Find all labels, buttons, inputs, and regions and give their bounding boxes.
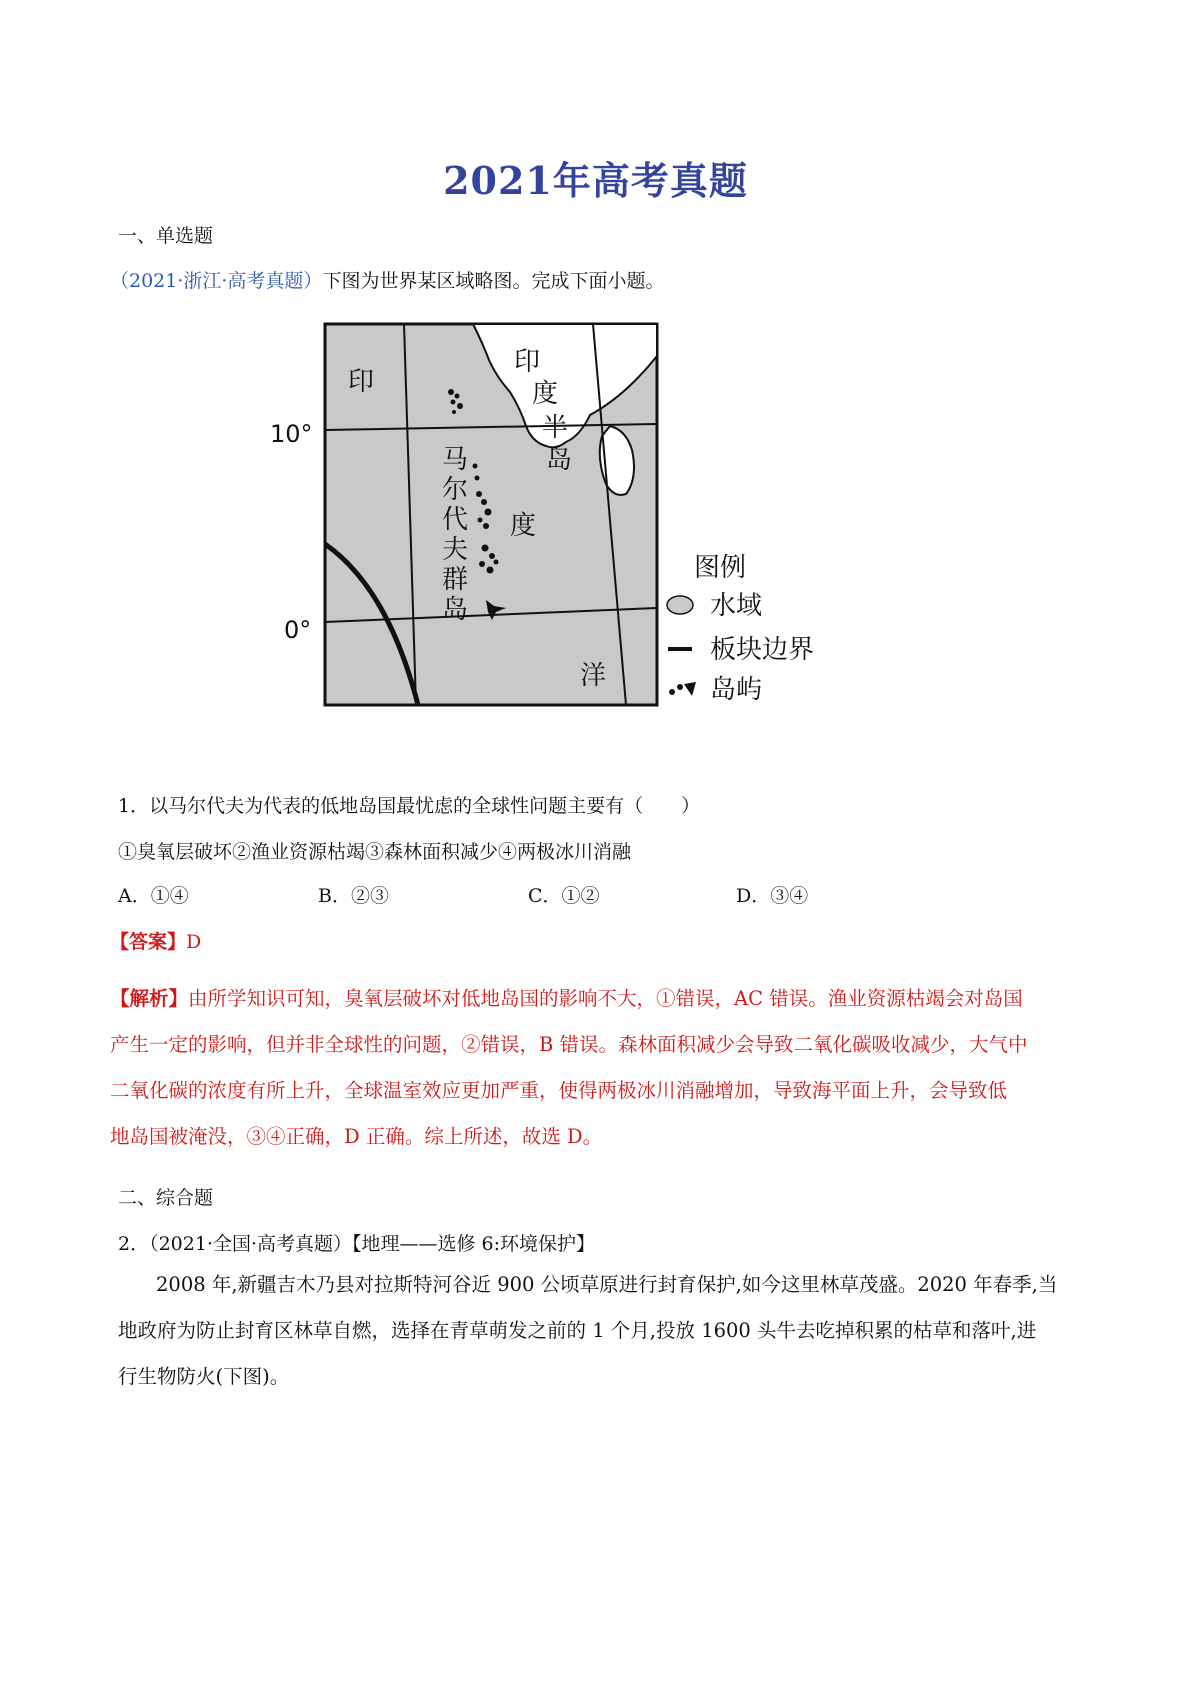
analysis-line-2: 产生一定的影响，但并非全球性的问题，②错误，B 错误。森林面积减少会导致二氧化碳吸收减少，大气中 bbox=[110, 1033, 1028, 1056]
label-india-1: 印 bbox=[514, 347, 541, 377]
answer-label: 【答案】 bbox=[110, 931, 187, 953]
label-maldives-3: 代 bbox=[442, 505, 469, 535]
analysis-line-3: 二氧化碳的浓度有所上升，全球温室效应更加严重，使得两极冰川消融增加，导致海平面上升，会导致低 bbox=[110, 1079, 1008, 1102]
label-maldives-2: 尔 bbox=[442, 475, 469, 505]
option-b: B．②③ bbox=[318, 885, 389, 907]
question-intro bbox=[110, 267, 664, 295]
label-india-4: 岛 bbox=[546, 445, 573, 475]
analysis-label: 【解析】 bbox=[110, 987, 189, 1010]
question-intro-text: 下图为世界某区域略图。完成下面小题。 bbox=[322, 270, 665, 292]
legend-island-swatch bbox=[669, 682, 696, 696]
q2-line-2: 地政府为防止封育区林草自燃，选择在青草萌发之前的 1 个月,投放 1600 头牛去吃掉积累的枯草和落叶,进 bbox=[118, 1319, 1037, 1342]
label-maldives-1: 马 bbox=[442, 445, 469, 475]
legend-boundary-label: 板块边界 bbox=[710, 635, 815, 665]
q2-line-1: 2008 年,新疆吉木乃县对拉斯特河谷近 900 公顷草原进行封育保护,如今这里林草茂盛。2020 年春季,当 bbox=[156, 1273, 1058, 1296]
lat-label-0: 0° bbox=[284, 616, 312, 644]
answer-line bbox=[110, 928, 201, 956]
label-maldives-4: 夫 bbox=[442, 535, 469, 565]
legend-title: 图例 bbox=[694, 553, 747, 583]
question-1-items: ①臭氧层破坏②渔业资源枯竭③森林面积减少④两极冰川消融 bbox=[118, 841, 632, 863]
analysis-line-1 bbox=[110, 976, 1100, 1022]
question-source: （2021·浙江·高考真题） bbox=[110, 270, 323, 292]
analysis-block bbox=[110, 976, 1100, 1160]
region-map bbox=[270, 318, 910, 778]
lat-label-10: 10° bbox=[270, 420, 313, 448]
label-ocean-2: 度 bbox=[510, 511, 537, 541]
q2-line-3: 行生物防火(下图)。 bbox=[118, 1365, 290, 1388]
legend-water-swatch bbox=[667, 596, 693, 614]
label-maldives-6: 岛 bbox=[442, 595, 469, 625]
analysis-line-4: 地岛国被淹没，③④正确，D 正确。综上所述，故选 D。 bbox=[110, 1125, 603, 1148]
question-2-head: 2．（2021·全国·高考真题）【地理——选修 6:环境保护】 bbox=[118, 1233, 596, 1255]
analysis-text-1: 由所学知识可知，臭氧层破坏对低地岛国的影响不大，①错误，AC 错误。渔业资源枯竭会对岛国 bbox=[188, 987, 1023, 1010]
legend-island-label: 岛屿 bbox=[710, 675, 763, 705]
label-ocean-3: 洋 bbox=[580, 661, 607, 691]
page-title: 2021年高考真题 bbox=[443, 158, 748, 203]
question-1-stem: 1．以马尔代夫为代表的低地岛国最忧虑的全球性问题主要有（ ） bbox=[118, 795, 701, 817]
legend-water-label: 水域 bbox=[710, 591, 763, 621]
option-d: D．③④ bbox=[736, 885, 809, 907]
section-heading-single-choice: 一、单选题 bbox=[118, 225, 214, 247]
question-2-paragraph bbox=[118, 1262, 1093, 1400]
label-india-3: 半 bbox=[542, 413, 569, 443]
option-a: A．①④ bbox=[118, 885, 189, 907]
label-ocean-1: 印 bbox=[348, 367, 375, 397]
answer-value: D bbox=[186, 931, 202, 953]
label-maldives-5: 群 bbox=[442, 565, 469, 595]
label-india-2: 度 bbox=[532, 379, 559, 409]
option-c: C．①② bbox=[528, 885, 600, 907]
section-heading-comprehensive: 二、综合题 bbox=[118, 1187, 214, 1209]
